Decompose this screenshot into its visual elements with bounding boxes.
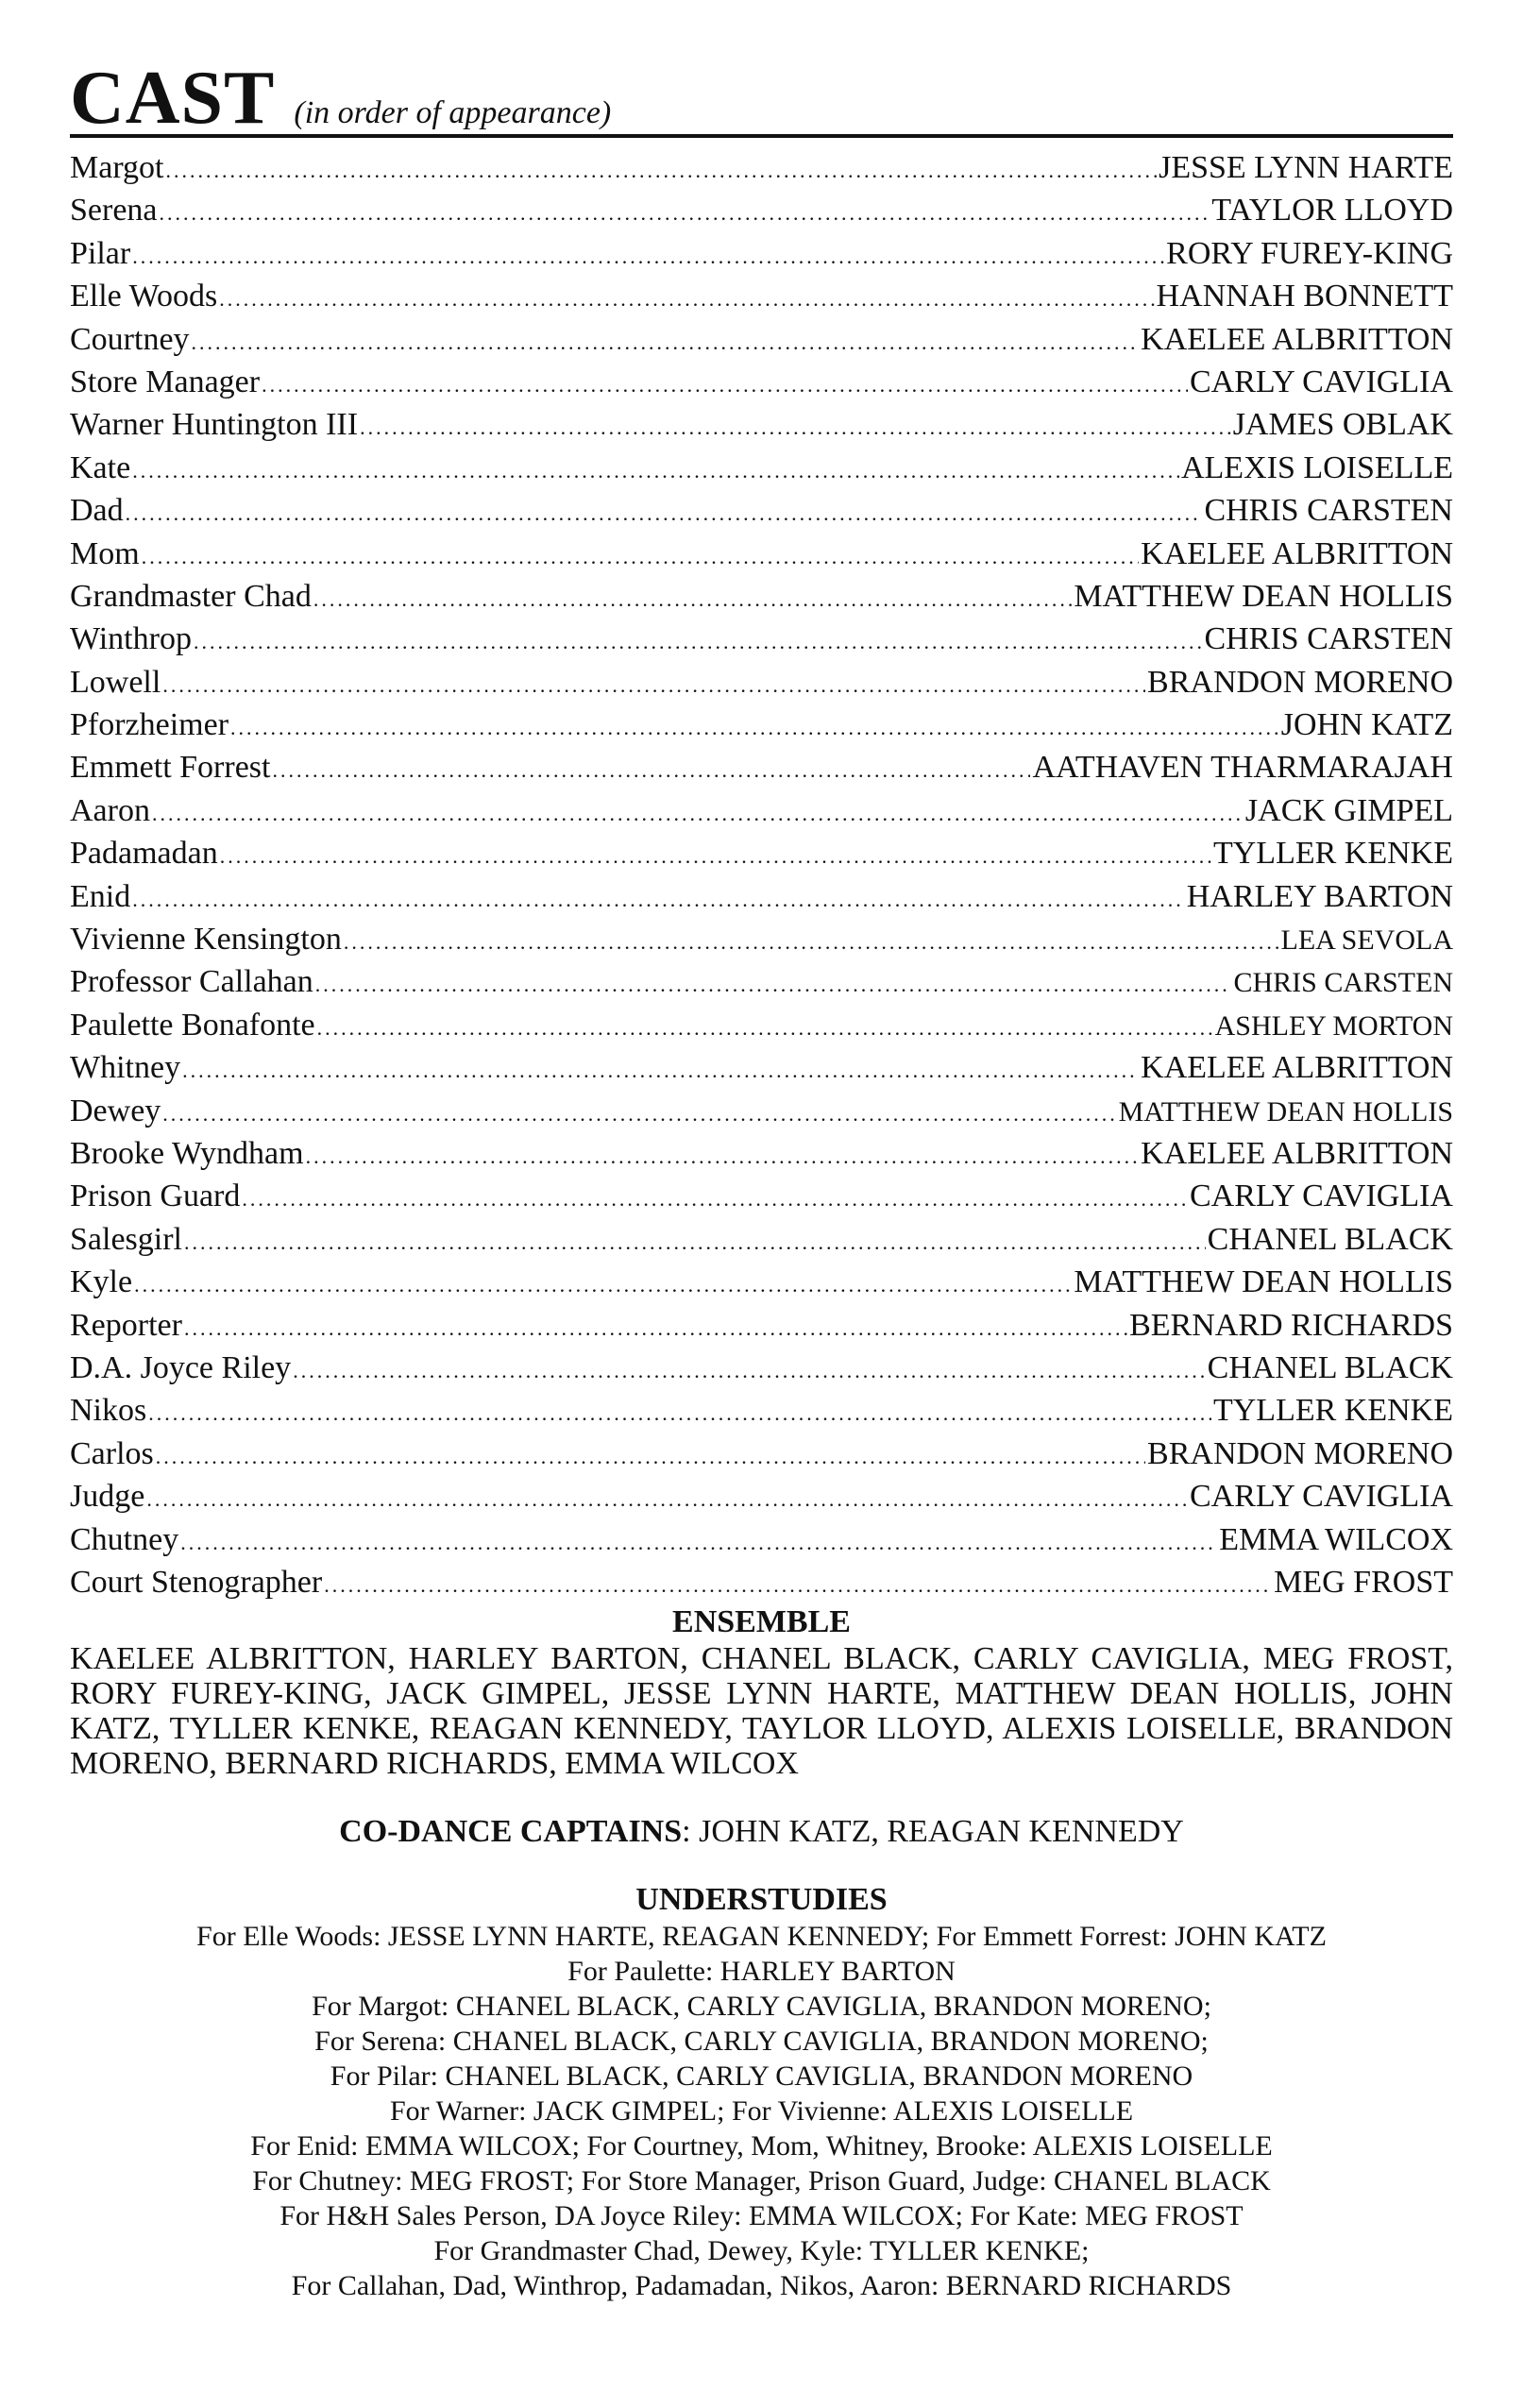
cast-role: Store Manager [70,364,261,399]
cast-role: Dad [70,493,124,529]
cast-actor: BRANDON MORENO [1147,1435,1453,1471]
dot-leader [313,578,1072,620]
dot-leader [146,1478,1188,1520]
cast-actor: CHRIS CARSTEN [1233,967,1453,999]
dot-leader [126,492,1203,534]
dot-leader [182,1049,1139,1092]
ensemble-line: HOLLIS, JOHN KATZ, TYLLER KENKE, REAGAN KENNEDY, TAYLOR LLOYD, ALEXIS [70,1676,1453,1747]
cast-role: Pforzheimer [70,707,229,743]
cast-role: Chutney [70,1521,179,1557]
cast-row [70,318,1453,361]
cast-role: Pilar [70,235,131,271]
cast-header [70,57,1453,140]
cast-actor: HARLEY BARTON [1186,878,1453,914]
cast-role: Prison Guard [70,1179,241,1214]
cast-actor: KAELEE ALBRITTON [1141,1135,1453,1171]
cast-actor: LEA SEVOLA [1280,924,1453,957]
ensemble-names [70,1641,1453,1781]
cast-row [70,1389,1453,1432]
cast-row [70,661,1453,704]
dot-leader [184,1307,1127,1349]
dance-captains [70,1813,1453,1851]
cast-page [70,57,1454,2303]
understudy-line: For Pilar: CHANEL BLACK, CARLY CAVIGLIA, BRANDON MORENO [330,2060,1193,2093]
cast-role: Padamadan [70,836,218,872]
dot-leader [162,664,1145,706]
understudy-line: For Enid: EMMA WILCOX; For Courtney, Mom, Whitney, Brooke: ALEXIS LOISELLE [250,2130,1273,2162]
cast-subtitle: (in order of appearance) [294,95,612,130]
dot-leader [344,921,1279,963]
cast-actor: RORY FUREY-KING [1166,235,1453,271]
dot-leader [148,1392,1211,1434]
cast-role: Nikos [70,1393,147,1429]
dot-leader [162,1093,1116,1135]
cast-row [70,1132,1453,1175]
cast-row [70,189,1453,231]
cast-actor: KAELEE ALBRITTON [1141,321,1453,357]
cast-role: Kyle [70,1264,133,1300]
cast-actor: TYLLER KENKE [1212,836,1453,872]
cast-role: Enid [70,878,131,914]
dot-leader [324,1564,1272,1606]
understudies-heading: UNDERSTUDIES [635,1882,888,1918]
cast-role: Winthrop [70,621,192,657]
cast-actor: KAELEE ALBRITTON [1141,535,1453,571]
cast-actor: BRANDON MORENO [1147,664,1453,700]
cast-list [70,146,1453,1603]
dance-captains-label: CO-DANCE CAPTAINS [339,1814,683,1850]
cast-actor: MEG FROST [1274,1564,1453,1600]
cast-row [70,575,1453,618]
cast-role: Judge [70,1479,145,1515]
cast-row [70,960,1453,1003]
cast-row [70,1004,1453,1046]
dot-leader [165,149,1157,192]
dot-leader [306,1135,1140,1178]
cast-row [70,146,1453,189]
cast-role: Paulette Bonafonte [70,1007,315,1043]
dot-leader [134,1263,1072,1306]
cast-role: Margot [70,150,164,185]
cast-actor: EMMA WILCOX [1219,1521,1453,1557]
cast-role: Kate [70,449,131,485]
cast-row [70,489,1453,532]
cast-role: Elle Woods [70,279,218,314]
cast-role: Brooke Wyndham [70,1135,304,1171]
cast-actor: HANNAH BONNETT [1156,279,1453,314]
cast-role: Vivienne Kensington [70,922,342,958]
cast-actor: MATTHEW DEAN HOLLIS [1074,1264,1453,1300]
cast-row [70,618,1453,660]
cast-actor: CHRIS CARSTEN [1204,493,1453,529]
cast-actor: JOHN KATZ [1280,707,1453,743]
dot-leader [184,1221,1206,1263]
understudy-line: For Serena: CHANEL BLACK, CARLY CAVIGLIA, BRANDON MORENO; [314,2026,1209,2058]
cast-row [70,746,1453,789]
cast-actor: MATTHEW DEAN HOLLIS [1118,1095,1453,1128]
understudy-line: For Elle Woods: JESSE LYNN HARTE, REAGAN KENNEDY; For Emmett Forrest: JOHN KATZ [196,1921,1327,1953]
understudies-list [70,1919,1453,2303]
understudy-line: For Warner: JACK GIMPEL; For Vivienne: ALEXIS LOISELLE [389,2095,1134,2128]
cast-actor: ALEXIS LOISELLE [1180,449,1453,485]
dot-leader [132,235,1164,278]
cast-actor: JACK GIMPEL [1244,792,1453,828]
dot-leader [142,535,1139,578]
cast-title: CAST [70,57,276,140]
understudy-line: For Paulette: HARLEY BARTON [567,1956,956,1988]
dot-leader [242,1178,1188,1220]
cast-actor: JAMES OBLAK [1232,407,1453,443]
cast-row [70,1218,1453,1261]
cast-actor: MATTHEW DEAN HOLLIS [1074,578,1453,614]
cast-role: Courtney [70,321,190,357]
ensemble-line: LOISELLE, BRANDON MORENO, BERNARD RICHARDS, EMMA WILCOX [70,1711,1454,1782]
cast-role: Emmett Forrest [70,750,271,786]
cast-row [70,918,1453,960]
cast-actor: CHRIS CARSTEN [1204,621,1453,657]
dot-leader [180,1521,1217,1564]
dot-leader [192,321,1140,364]
cast-role: D.A. Joyce Riley [70,1349,292,1385]
cast-row [70,232,1453,275]
cast-row [70,361,1453,403]
dot-leader [315,963,1232,1006]
cast-actor: CARLY CAVIGLIA [1190,1179,1453,1214]
dot-leader [317,1007,1213,1049]
cast-row [70,1261,1453,1303]
cast-role: Carlos [70,1435,154,1471]
ensemble-line: KAELEE ALBRITTON, HARLEY BARTON, CHANEL BLACK, CARLY CAVIGLIA, MEG [70,1641,1335,1677]
cast-row [70,447,1453,489]
cast-row [70,1304,1453,1347]
cast-actor: ASHLEY MORTON [1214,1009,1453,1042]
dot-leader [156,1435,1145,1478]
cast-row [70,1090,1453,1132]
understudy-line: For Chutney: MEG FROST; For Store Manager, Prison Guard, Judge: CHANEL BLACK [252,2165,1271,2197]
cast-row [70,832,1453,874]
cast-row [70,1433,1453,1475]
understudy-line: For Callahan, Dad, Winthrop, Padamadan, Nikos, Aaron: BERNARD RICHARDS [291,2270,1232,2302]
cast-role: Warner Huntington III [70,407,359,443]
dot-leader [132,449,1179,492]
dot-leader [219,278,1154,320]
dot-leader [194,620,1202,663]
cast-role: Reporter [70,1307,182,1343]
dot-leader [152,792,1244,835]
cast-row [70,1175,1453,1217]
cast-row [70,1518,1453,1561]
dot-leader [262,364,1188,406]
dance-captains-names: : JOHN KATZ, REAGAN KENNEDY [682,1814,1184,1850]
cast-actor: CARLY CAVIGLIA [1190,364,1453,399]
cast-actor: CHANEL BLACK [1207,1221,1453,1257]
cast-role: Whitney [70,1050,181,1086]
cast-actor: JESSE LYNN HARTE [1159,150,1453,185]
cast-actor: CARLY CAVIGLIA [1190,1479,1453,1515]
cast-role: Professor Callahan [70,964,313,1000]
ensemble-heading: ENSEMBLE [672,1604,851,1640]
cast-row [70,1347,1453,1389]
dot-leader [132,878,1185,921]
cast-row [70,1046,1453,1089]
cast-actor: AATHAVEN THARMARAJAH [1032,750,1453,786]
cast-role: Aaron [70,792,150,828]
dot-leader [230,706,1279,749]
cast-row [70,875,1453,918]
dot-leader [360,406,1231,449]
cast-role: Mom [70,535,140,571]
cast-actor: TYLLER KENKE [1212,1393,1453,1429]
understudy-line: For H&H Sales Person, DA Joyce Riley: EMMA WILCOX; For Kate: MEG FROST [279,2200,1244,2232]
cast-row [70,403,1453,446]
understudy-line: For Grandmaster Chad, Dewey, Kyle: TYLLER KENKE; [433,2235,1090,2267]
cast-actor: KAELEE ALBRITTON [1141,1050,1453,1086]
cast-role: Serena [70,193,158,229]
cast-role: Salesgirl [70,1221,182,1257]
ensemble-line: FROST, RORY FUREY-KING, JACK GIMPEL, JESSE LYNN HARTE, MATTHEW DEAN [70,1641,1454,1712]
cast-role: Grandmaster Chad [70,578,312,614]
cast-row [70,789,1453,832]
dot-leader [293,1349,1205,1392]
cast-row [70,704,1453,746]
cast-row [70,1475,1453,1518]
dot-leader [220,835,1211,877]
cast-role: Dewey [70,1093,161,1128]
dot-leader [272,749,1030,791]
cast-row [70,1561,1453,1603]
cast-row [70,533,1453,575]
cast-role: Lowell [70,664,161,700]
cast-actor: TAYLOR LLOYD [1211,193,1453,229]
dot-leader [160,192,1210,234]
cast-actor: BERNARD RICHARDS [1129,1307,1453,1343]
cast-row [70,275,1453,317]
understudy-line: For Margot: CHANEL BLACK, CARLY CAVIGLIA, BRANDON MORENO; [312,1991,1211,2023]
cast-role: Court Stenographer [70,1564,323,1600]
cast-actor: CHANEL BLACK [1207,1349,1453,1385]
